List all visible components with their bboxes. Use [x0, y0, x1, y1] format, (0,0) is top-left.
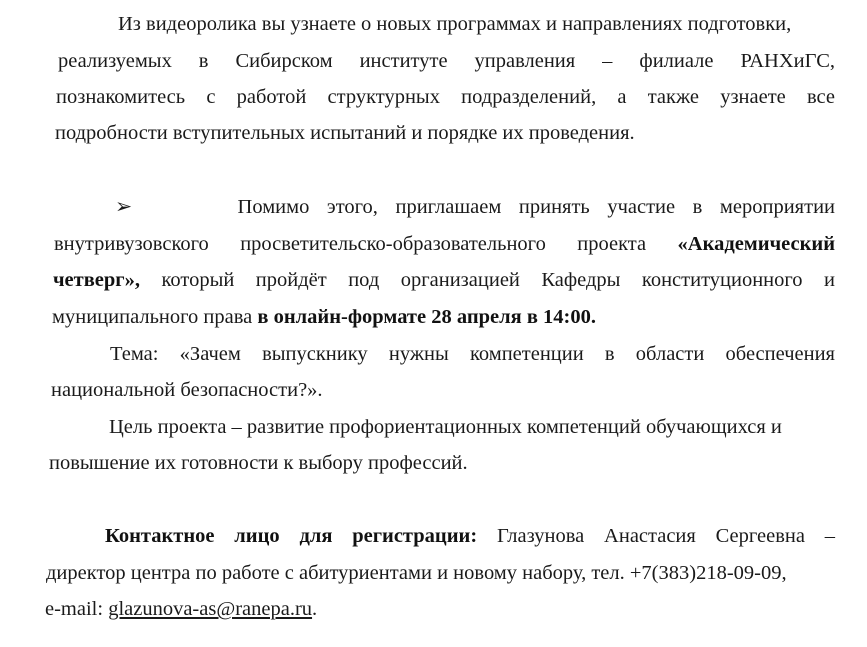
intro-line-4: подробности вступительных испытаний и порядке их проведения.: [55, 122, 635, 144]
event-line-3-text: который пройдёт под организацией Кафедры конституционного и: [161, 269, 836, 291]
event-line-1: [115, 193, 835, 222]
event-line-2: [54, 230, 835, 259]
contact-line-2: директор центра по работе с абитуриентами и новому набору, тел. +7(383)218-09-09,: [46, 562, 787, 584]
project-name-part-2: четверг»,: [53, 269, 140, 291]
arrow-bullet-icon: ➢: [115, 196, 133, 218]
goal-line-1: Цель проекта – развитие профориентационных компетенций обучающихся и: [109, 416, 782, 438]
topic-line-1: Тема: «Зачем выпускнику нужны компетенции в области обеспечения: [110, 343, 835, 365]
event-line-3: [53, 266, 835, 295]
event-line-2-text: внутривузовского просветительско-образовательного проекта: [54, 233, 647, 255]
intro-line-2: реализуемых в Сибирском институте управления – филиале РАНХиГС,: [58, 50, 835, 72]
intro-line-3: познакомитесь с работой структурных подразделений, а также узнаете все: [56, 86, 835, 108]
email-prefix: e-mail:: [45, 598, 104, 620]
event-line-4-text: муниципального права: [52, 306, 253, 328]
email-suffix: .: [312, 598, 318, 620]
event-line-1-text: Помимо этого, приглашаем принять участие в мероприятии: [237, 196, 836, 218]
goal-line-2: повышение их готовности к выбору профессий.: [49, 452, 468, 474]
email-link[interactable]: glazunova-as@ranepa.ru: [108, 598, 313, 620]
intro-line-1: Из видеоролика вы узнаете о новых программах и направлениях подготовки,: [118, 13, 792, 35]
contact-line-1: [105, 522, 835, 551]
contact-name: Глазунова Анастасия Сергеевна –: [496, 525, 836, 547]
topic-line-2: национальной безопасности?».: [51, 379, 323, 401]
event-line-4: [52, 303, 596, 332]
event-datetime: в онлайн-формате 28 апреля в 14:00.: [257, 306, 596, 328]
project-name-part-1: «Академический: [677, 233, 836, 255]
contact-line-3: [45, 595, 317, 624]
contact-label: Контактное лицо для регистрации:: [105, 525, 478, 547]
